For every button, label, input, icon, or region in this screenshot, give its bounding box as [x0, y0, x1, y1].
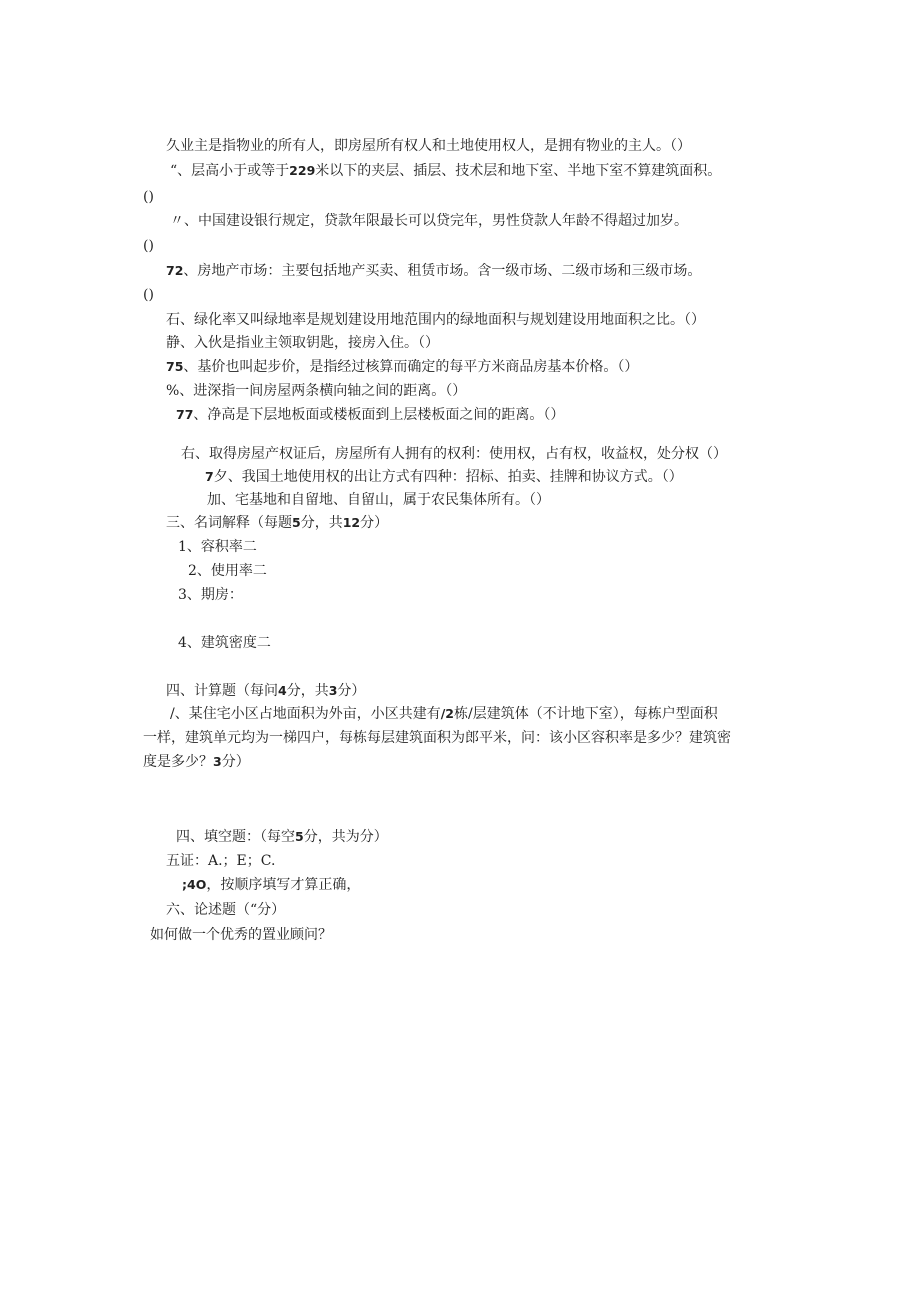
judgment-item-1: 久业主是指物业的所有人，即房屋所有权人和土地使用权人，是拥有物业的主人。（）	[166, 138, 691, 154]
section-3-item-1: 1、容积率二	[178, 539, 257, 555]
judgment-item-11: 7夕、我国土地使用权的出让方式有四种：招标、拍卖、挂牌和协议方式。（）	[205, 469, 683, 485]
judgment-item-3-cont: ()	[143, 238, 154, 254]
judgment-item-2: “、层高小于或等于229米以下的夹层、插层、技术层和地下室、半地下室不算建筑面积。	[170, 163, 722, 179]
fill-line-1: 五证：A.；E；C.	[166, 853, 276, 869]
fill-line-2: ;4O，按顺序填写才算正确，	[182, 877, 361, 893]
section-3-heading: 三、名词解释（每题5分，共12分）	[166, 515, 389, 531]
judgment-item-5: 石、绿化率又叫绿地率是规划建设用地范围内的绿地面积与规划建设用地面积之比。（）	[166, 312, 705, 328]
section-3-item-4: 4、建筑密度二	[178, 635, 271, 651]
section-6-heading: 六、论述题（“分）	[166, 902, 286, 918]
judgment-item-6: 静、入伙是指业主领取钥匙，接房入住。（）	[166, 335, 439, 351]
judgment-item-10: 右、取得房屋产权证后，房屋所有人拥有的权利：使用权，占有权，收益权，处分权（）	[181, 446, 727, 462]
calc-question-line-1: /、某住宅小区占地面积为外亩，小区共建有/2栋/层建筑体（不计地下室），每栋户型面积	[170, 706, 718, 722]
judgment-item-4-cont: ()	[143, 287, 154, 303]
judgment-item-8: %、进深指一间房屋两条横向轴之间的距离。（）	[166, 383, 467, 399]
judgment-item-7: 75、基价也叫起步价，是指经过核算而确定的每平方米商品房基本价格。（）	[166, 359, 639, 375]
judgment-item-9: 77、净高是下层地板面或楼板面到上层楼板面之间的距离。（）	[176, 407, 565, 423]
calc-question-line-2: 一样，建筑单元均为一梯四户，每栋每层建筑面积为郎平米，问：该小区容积率是多少？建筑密	[143, 730, 731, 746]
section-3-item-3: 3、期房：	[178, 587, 243, 603]
judgment-item-3: 〃、中国建设银行规定，贷款年限最长可以贷完年，男性贷款人年龄不得超过加岁。	[170, 213, 688, 229]
section-4-heading: 四、计算题（每问4分，共3分）	[166, 683, 366, 699]
essay-question: 如何做一个优秀的置业顾问？	[150, 927, 332, 943]
section-3-item-2: 2、使用率二	[188, 563, 267, 579]
judgment-item-4: 72、房地产市场：主要包括地产买卖、租赁市场。含一级市场、二级市场和三级市场。	[166, 263, 702, 279]
judgment-item-2-cont: ()	[143, 189, 154, 205]
section-fill-heading: 四、填空题：（每空5分，共为分）	[176, 829, 388, 845]
judgment-item-12: 加、宅基地和自留地、自留山，属于农民集体所有。（）	[207, 492, 550, 508]
calc-question-line-3: 度是多少？3分）	[143, 754, 250, 770]
